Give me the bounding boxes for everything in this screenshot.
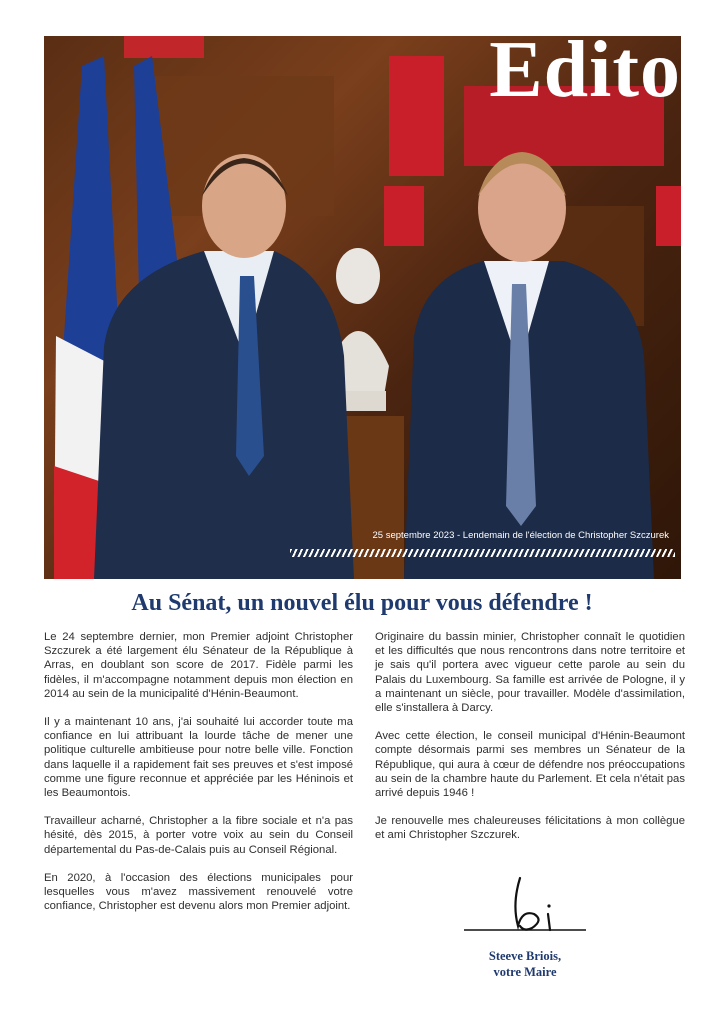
- photo-caption: 25 septembre 2023 - Lendemain de l'élection de Christopher Szczurek: [372, 530, 669, 541]
- paragraph: Avec cette élection, le conseil municipal d'Hénin-Beaumont compte désormais parmi ses membres un Sénateur de la République, qui aura à cœur de défendre nos préoccupations au sein de la chambre haute du Parlement. Et cela n'était pas arrivé depuis 1946 !: [375, 730, 685, 800]
- paragraph: Travailleur acharné, Christopher a la fibre sociale et n'a pas hésité, dès 2015, à porter votre voix au sein du Conseil départemental du Pas-de-Calais puis au Conseil Régional.: [44, 815, 353, 856]
- edito-heading: Edito: [489, 36, 681, 114]
- left-column: [44, 630, 353, 927]
- cover-photo: [44, 36, 681, 579]
- article-headline: Au Sénat, un nouvel élu pour vous défendre !: [131, 590, 593, 616]
- paragraph: Je renouvelle mes chaleureuses félicitations à mon collègue et ami Christopher Szczurek.: [375, 815, 685, 842]
- paragraph: Originaire du bassin minier, Christopher connaît le quotidien et les difficultés que nous rencontrons dans notre territoire et je sais qu'il portera avec vigueur cette parole au sein du Palais du Luxembourg. Sa famille est arrivée de Pologne, il y a maintenant un siècle, pour travailler. Modèle d'assimilation, elle s'installera à Darcy.: [375, 631, 685, 715]
- decorative-stripes: [290, 549, 675, 557]
- handwritten-signature: [462, 874, 592, 944]
- right-column: [375, 630, 685, 857]
- photo-illustration: [44, 36, 681, 579]
- paragraph: Il y a maintenant 10 ans, j'ai souhaité lui accorder toute ma confiance en lui attribuant la lourde tâche de mener une politique culturelle ambitieuse pour notre belle ville. Fonction dans laquelle il a rapidement fait ses preuves et s'est imposé comme une figure reconnue et appréciée par les Héninois et les Beaumontois.: [44, 716, 353, 800]
- signatory-name: Steeve Briois,: [488, 949, 562, 963]
- paragraph: Le 24 septembre dernier, mon Premier adjoint Christopher Szczurek a été largement élu Sénateur de la République à Arras, en doublant son score de 2017. Fidèle parmi les fidèles, il m'accompagne notamment depuis mon élection en 2014 au sein de la municipalité d'Hénin-Beaumont.: [44, 631, 353, 700]
- paragraph: En 2020, à l'occasion des élections municipales pour lesquelles vous m'avez massivement renouvelé votre confiance, Christopher est devenu alors mon Premier adjoint.: [44, 871, 353, 913]
- signature-block: [440, 948, 610, 980]
- signatory-title: votre Maire: [493, 965, 557, 979]
